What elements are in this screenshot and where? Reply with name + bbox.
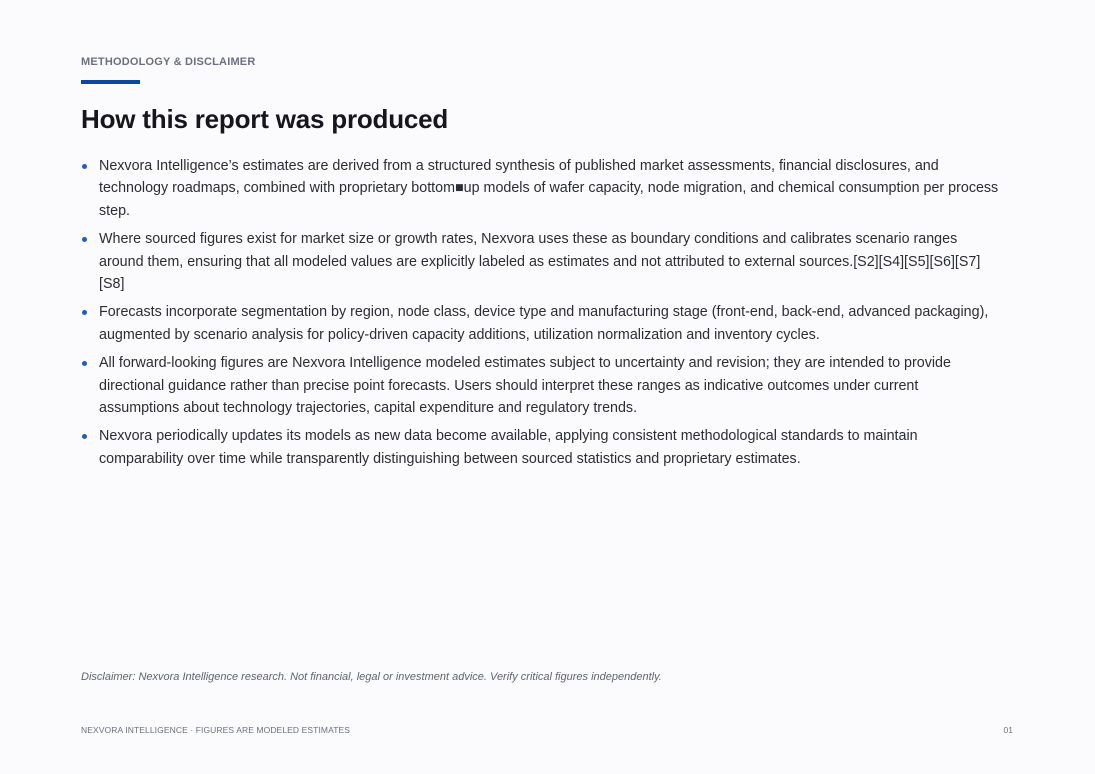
list-item xyxy=(81,301,1001,346)
list-item-text: Forecasts incorporate segmentation by region, node class, device type and manufacturing stage (front-end, back-end, advanced packaging), augmented by scenario analysis for policy-driven capacity additions, utilization normalization and inventory cycles. xyxy=(99,304,989,343)
section-eyebrow: METHODOLOGY & DISCLAIMER xyxy=(81,56,256,68)
list-item xyxy=(81,155,1001,222)
list-item-text: Where sourced figures exist for market size or growth rates, Nexvora uses these as boundary conditions and calibrates scenario ranges around them, ensuring that all modeled values are explicitly labeled as estimates and not attributed to external sources.[S2][S4][S5][S6][S7][S8] xyxy=(99,231,981,293)
bullet-icon xyxy=(82,434,87,439)
accent-bar xyxy=(81,80,140,84)
list-item-text: All forward-looking figures are Nexvora Intelligence modeled estimates subject to uncertainty and revision; they are intended to provide directional guidance rather than precise point forecasts. Users should interpret these ranges as indicative outcomes under current assumptions about technology trajectories, capital expenditure and regulatory trends. xyxy=(99,355,951,417)
bullet-icon xyxy=(82,164,87,169)
disclaimer-text: Disclaimer: Nexvora Intelligence research. Not financial, legal or investment advice. Verify critical figures independently. xyxy=(81,671,662,683)
page-title: How this report was produced xyxy=(81,104,449,134)
list-item-text: Nexvora Intelligence’s estimates are derived from a structured synthesis of published market assessments, financial disclosures, and technology roadmaps, combined with proprietary bottom■up models of wafer capacity, node migration, and chemical consumption per process step. xyxy=(99,158,999,219)
list-item xyxy=(81,425,1001,470)
bullet-icon xyxy=(82,361,87,366)
bullet-icon xyxy=(82,310,87,315)
list-item xyxy=(81,352,1001,419)
methodology-list xyxy=(81,155,1001,476)
footer-label: NEXVORA INTELLIGENCE · FIGURES ARE MODELED ESTIMATES xyxy=(81,725,351,735)
bullet-icon xyxy=(82,237,87,242)
report-page xyxy=(81,0,1011,774)
list-item xyxy=(81,228,1001,295)
list-item-text: Nexvora periodically updates its models as new data become available, applying consistent methodological standards to maintain comparability over time while transparently distinguishing between sourced statistics and proprietary estimates. xyxy=(99,428,918,467)
page-number: 01 xyxy=(1003,725,1013,735)
